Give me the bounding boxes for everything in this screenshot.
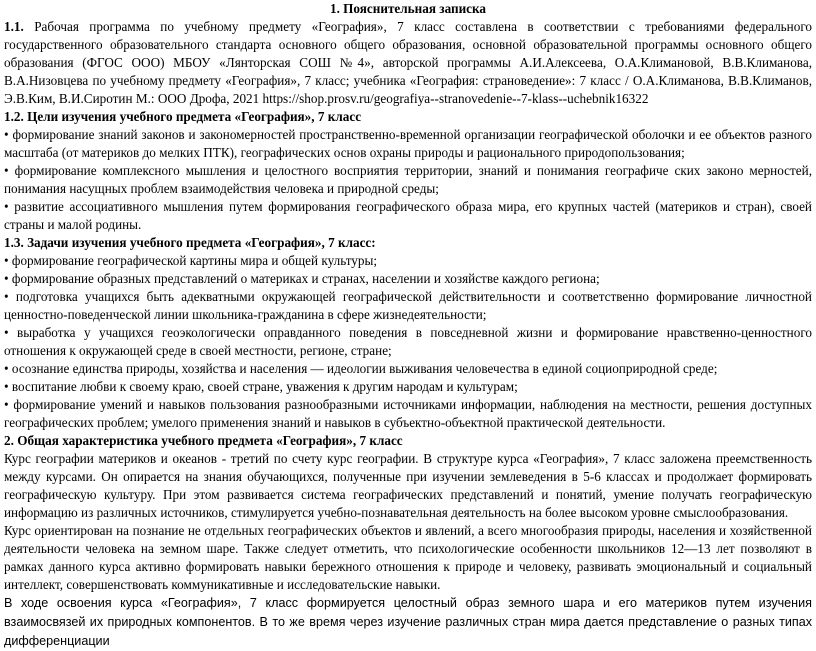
section-2-paragraph-2: Курс ориентирован на познание не отдельных географических объектов и явлений, а всего многообразия природы, населения и хозяйственной деятельности человека на земном шаре. Также следует отметить, что психологические особенности школьников 12—13 лет позволяют в рамках данного курса активно формировать навыки бережного отношения к природе и человеку, развивать эмоциональный и социальный интеллект, совершенствовать коммуникативные и исследовательские навыки. xyxy=(4,523,812,592)
goal-bullet-3: • развитие ассоциативного мышления путем формирования географического образа мира, его крупных частей (материков и стран), своей страны и малой родины. xyxy=(4,199,812,232)
goal-bullet-2: • формирование комплексного мышления и целостного восприятия территории, знаний и понимания географиче ских законо мерностей, понимания насущных проблем взаимодействия человека и природной среды; xyxy=(4,163,812,196)
section-1-1-text: Рабочая программа по учебному предмету «География», 7 класс составлена в соответствии с требованиями федерального государственного образовательного стандарта основного общего образования, основной образовательной программы основного общего образования (ФГОС ООО) МБОУ «Лянторская СОШ №4», авторской программы А.И.Алексеева, О.А.Климановой, В.В.Климанова, В.А.Низовцева по учебному предмету «География», 7 класс; учебника «География: страноведение»: 7 класс / О.А.Климанова, В.В.Климанов, Э.В.Ким, В.И.Сиротин М.: ООО Дрофа, 2021 https://shop.prosv.ru/geografiya--stranovedenie--7-klass--uchebnik16322 xyxy=(4,19,812,106)
section-1-3-heading: 1.3. Задачи изучения учебного предмета «География», 7 класс: xyxy=(4,235,376,250)
task-bullet-3: • подготовка учащихся быть адекватными окружающей географической действительности и соответственно формирование личностной ценностно-поведенческой линии школьника-гражданина в сфере жизнедеятельности; xyxy=(4,289,812,322)
task-bullet-2: • формирование образных представлений о материках и странах, населении и хозяйстве каждого региона; xyxy=(4,271,600,286)
document-title: 1. Пояснительная записка xyxy=(329,1,487,16)
section-1-1-paragraph xyxy=(4,18,812,108)
section-2-heading: 2. Общая характеристика учебного предмета «География», 7 класс xyxy=(4,433,403,448)
task-bullet-4: • выработка у учащихся геоэкологически оправданного поведения в повседневной жизни и формирование нравственно-ценностного отношения к окружающей среде в своей местности, регионе, стране; xyxy=(4,325,812,358)
section-1-1-label: 1.1. xyxy=(4,19,24,34)
section-1-2-heading: 1.2. Цели изучения учебного предмета «География», 7 класс xyxy=(4,109,362,124)
task-bullet-1: • формирование географической картины мира и общей культуры; xyxy=(4,253,378,268)
task-bullet-6: • воспитание любви к своему краю, своей стране, уважения к другим народам и культурам; xyxy=(4,379,518,394)
task-bullet-7: • формирование умений и навыков пользования разнообразными источниками информации, наблюдения на местности, решения доступных географических проблем; умелого применения знаний и навыков в субъектно-объектной практической деятельности. xyxy=(4,397,812,430)
goal-bullet-1: • формирование знаний законов и закономерностей пространственно-временной организации географической оболочки и ее объектов разного масштаба (от материков до мелких ПТК), географических основ охраны природы и рационального природопользования; xyxy=(4,127,812,160)
section-2-paragraph-3: В ходе освоения курса «География», 7 класс формируется целостный образ земного шара и его материков путем изучения взаимосвязей их природных компонентов. В то же время через изучение различных стран мира дается представление о разных типах дифференциации xyxy=(4,596,812,648)
section-2-paragraph-1: Курс географии материков и океанов - третий по счету курс географии. В структуре курса «География», 7 класс заложена преемственность между курсами. Он опирается на знания обучающихся, полученные при изучении землеведения в 5-6 классах и продолжает формировать географическую культуру. При этом развивается система географических представлений и понятий, умение получать географическую информацию из различных источников, стимулируется учебно-познавательная деятельность на более высоком уровне смыслообразования. xyxy=(4,451,812,520)
task-bullet-5: • осознание единства природы, хозяйства и населения — идеологии выживания человечества в единой социоприродной среде; xyxy=(4,361,718,376)
